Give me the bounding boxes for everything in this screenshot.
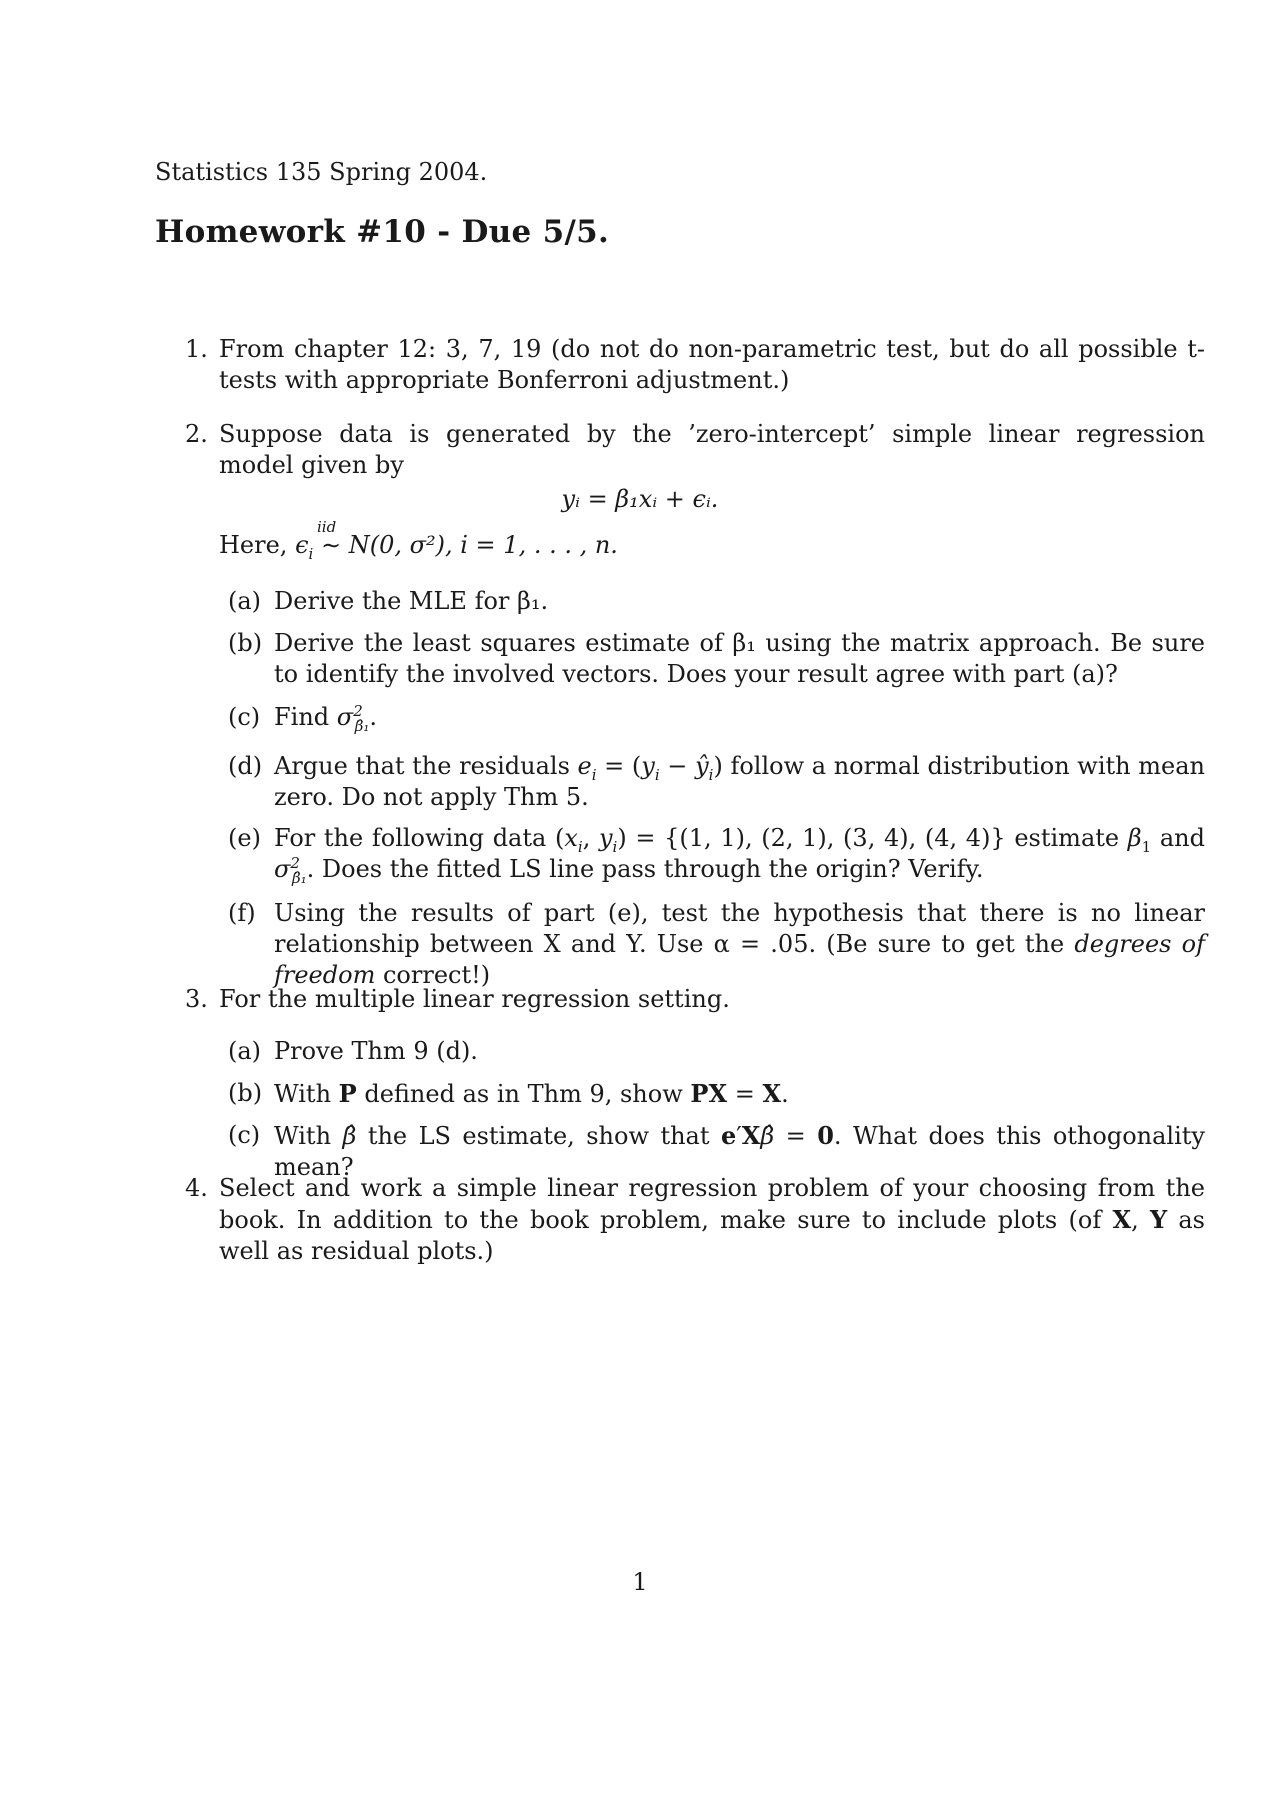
part-text: Prove Thm 9 (d). — [274, 1037, 478, 1065]
problem-number: 4. — [185, 1174, 208, 1202]
part-text: For the following data ($x_i$, $y_i) = \{(1$, 1), (2, 1), (3, 4), (4, 4)} estimate $\beta_1$ and $\sigma^2_{\betâ_1}$. Does the fitted LS line pass through the origin? Verify. — [274, 824, 1205, 887]
model-equation — [0, 485, 1280, 513]
page-number: 1 — [632, 1568, 648, 1596]
part-text: Using the results of part (e), test the hypothesis that there is no linear relationship between X and Y. Use α = .05. (Be sure to get the degrees of freedom correct!) — [274, 899, 1205, 989]
problem-text: Suppose data is generated by the ’zero-intercept’ simple linear regression model given by — [219, 420, 1205, 479]
part-label: (e) — [228, 824, 261, 852]
part-label: (d) — [228, 752, 263, 780]
part-label: (b) — [228, 629, 263, 657]
problem-number: 3. — [185, 985, 208, 1013]
part-label: (c) — [228, 1121, 261, 1149]
part-label: (b) — [228, 1079, 263, 1107]
course-line: Statistics 135 Spring 2004. — [155, 158, 488, 186]
problem-number: 1. — [185, 335, 208, 363]
part-text: Derive the MLE for β₁. — [274, 587, 549, 615]
problem-text: Select and work a simple linear regression problem of your choosing from the book. In addition to the book problem, make sure to include plots (of X, Y as well as residual plots.) — [219, 1174, 1205, 1265]
iid-label: iid — [316, 518, 337, 536]
problem-text: For the multiple linear regression setting. — [219, 985, 730, 1013]
page-title: Homework #10 - Due 5/5. — [155, 214, 610, 250]
part-label: (f) — [228, 899, 256, 927]
here-label: Here, — [219, 531, 288, 559]
part-text: Derive the least squares estimate of β₁ using the matrix approach. Be sure to identify the involved vectors. Does your result agree with part (a)? — [274, 629, 1205, 688]
part-label: (a) — [228, 587, 262, 615]
part-label: (a) — [228, 1037, 262, 1065]
equation-text: yᵢ = β₁xᵢ + ϵᵢ. — [561, 485, 719, 513]
noise-assumption: Here, $\epsilon_i$ iid ∼ N(0, σ²), i = 1, . . . , n. — [219, 530, 618, 561]
part-text: Argue that the residuals $e_i = (y_i$ − $ŷ_i$) follow a normal distribution with mean zero. Do not apply Thm 5. — [274, 752, 1205, 811]
problem-number: 2. — [185, 420, 208, 448]
distribution-text: N(0, σ²), i = 1, . . . , n. — [348, 531, 618, 559]
part-text: With β̂ the LS estimate, show that e′Xβ̂ = 0. What does this othogonality mean? — [274, 1121, 1205, 1181]
part-label: (c) — [228, 703, 261, 731]
part-text: Find $\sigma^2_{\betâ_1}$. — [274, 702, 378, 735]
problem-text: From chapter 12: 3, 7, 19 (do not do non-parametric test, but do all possible t-tests with appropriate Bonferroni adjustment.) — [219, 335, 1205, 394]
part-text: With P defined as in Thm 9, show PX = X. — [274, 1079, 789, 1108]
